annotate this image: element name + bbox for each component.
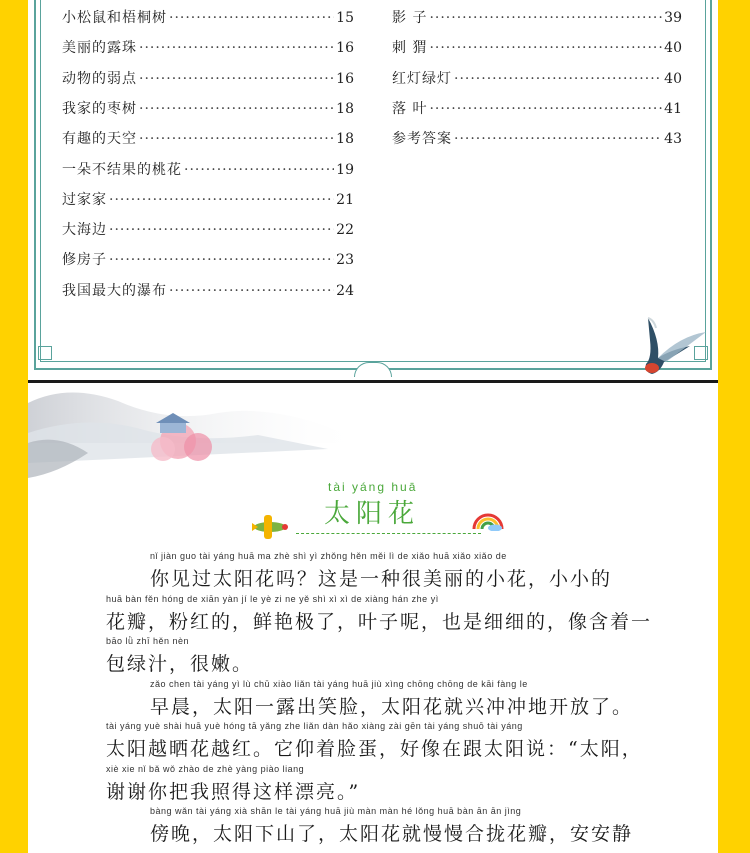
story-line xyxy=(106,679,646,719)
toc-entry xyxy=(392,98,682,120)
story-line-text: 傍晚，太阳下山了，太阳花就慢慢合拢花瓣，安安静 xyxy=(150,823,634,845)
toc-leader-dots xyxy=(109,192,334,208)
toc-entry-title: 刺 猬 xyxy=(392,40,428,57)
toc-leader-dots xyxy=(139,71,334,87)
table-of-contents-page xyxy=(28,0,718,380)
toc-entry-title: 一朵不结果的桃花 xyxy=(62,161,182,178)
story-page xyxy=(28,383,718,853)
toc-entry-page-number: 39 xyxy=(664,10,682,26)
toc-entry-title: 有趣的天空 xyxy=(62,131,137,148)
toc-leader-dots xyxy=(139,101,334,117)
toc-entry xyxy=(62,7,354,29)
frame-knot-ornament xyxy=(354,362,392,377)
toc-entry-title: 修房子 xyxy=(62,252,107,269)
toc-entry-title: 落 叶 xyxy=(392,100,428,117)
toc-entry-title: 大海边 xyxy=(62,222,107,239)
toc-leader-dots xyxy=(139,131,334,147)
toc-entry xyxy=(62,249,354,271)
toc-leader-dots xyxy=(454,71,662,87)
toc-entry-title: 影 子 xyxy=(392,10,428,26)
toc-leader-dots xyxy=(169,10,334,26)
story-line-pinyin: nǐ jiàn guo tài yáng huā ma zhè shì yì zhǒng hěn měi lì de xiǎo huā xiǎo xiǎo de xyxy=(150,551,507,561)
story-line-pinyin: xiè xie nǐ bǎ wǒ zhào de zhè yàng piào liang xyxy=(106,763,305,774)
toc-entry xyxy=(392,68,682,90)
toc-entry xyxy=(62,159,354,181)
toc-leader-dots xyxy=(109,252,334,268)
story-line-pinyin: bāo lǜ zhī hěn nèn xyxy=(106,636,190,646)
toc-entry xyxy=(62,189,354,211)
toc-entry-page-number: 43 xyxy=(664,131,682,148)
toc-entry-page-number: 15 xyxy=(336,10,354,26)
toc-entry-page-number: 19 xyxy=(336,161,354,178)
toc-entry xyxy=(62,280,354,302)
story-line-pinyin: tài yáng yuè shài huā yuè hóng tā yǎng zhe liǎn dàn hǎo xiàng zài gēn tài yáng shuō tài yáng xyxy=(106,721,523,731)
frame-corner-left xyxy=(38,346,52,360)
toc-entry xyxy=(62,128,354,150)
toc-entry xyxy=(62,37,354,59)
toc-entry-page-number: 41 xyxy=(664,100,682,117)
toc-leader-dots xyxy=(429,101,662,117)
story-line-text: 太阳越晒花越红。它仰着脸蛋，好像在跟太阳说：“太阳， xyxy=(106,738,643,760)
airplane-icon xyxy=(248,511,292,541)
toc-entry-title: 参考答案 xyxy=(392,131,452,148)
toc-entry xyxy=(62,219,354,241)
toc-leader-dots xyxy=(429,10,662,26)
toc-entry-page-number: 24 xyxy=(336,282,354,299)
toc-entry-title: 红灯绿灯 xyxy=(392,70,452,87)
story-line xyxy=(106,806,646,846)
story-line-text: 谢谢你把我照得这样漂亮。” xyxy=(106,780,361,803)
toc-leader-dots xyxy=(109,222,334,238)
toc-entry xyxy=(392,37,682,59)
toc-entry-page-number: 22 xyxy=(336,222,354,239)
toc-entry-page-number: 16 xyxy=(336,70,354,87)
story-line-pinyin: zǎo chen tài yáng yì lù chū xiào liǎn tài yáng huā jiù xìng chōng chōng de kāi fàng le xyxy=(150,678,528,689)
swallow-illustration xyxy=(630,310,710,380)
toc-leader-dots xyxy=(429,40,662,56)
toc-entry-title: 动物的弱点 xyxy=(62,70,137,87)
story-line xyxy=(106,551,646,591)
toc-entry xyxy=(392,7,682,29)
toc-entry-title: 美丽的露珠 xyxy=(62,40,137,57)
toc-leader-dots xyxy=(454,131,662,147)
toc-entry-page-number: 18 xyxy=(336,131,354,148)
story-title: 太阳花 xyxy=(324,499,421,529)
toc-entry xyxy=(392,128,682,150)
story-line-pinyin: bàng wǎn tài yáng xià shān le tài yáng huā jiù màn màn hé lǒng huā bàn ān ān jìng xyxy=(150,806,522,816)
toc-entry-title: 我国最大的瀑布 xyxy=(62,282,167,299)
story-line xyxy=(106,764,646,804)
toc-entry-title: 小松鼠和梧桐树 xyxy=(62,10,167,26)
toc-entry-page-number: 40 xyxy=(664,40,682,57)
toc-entry-title: 我家的枣树 xyxy=(62,100,137,117)
toc-entry-page-number: 18 xyxy=(336,100,354,117)
story-line-text: 你见过太阳花吗？这是一种很美丽的小花，小小的 xyxy=(150,568,613,590)
toc-entry xyxy=(62,98,354,120)
story-line-pinyin: huā bàn fěn hóng de xiān yàn jí le yè zi ne yě shì xì xì de xiàng hán zhe yì xyxy=(106,593,439,604)
story-title-pinyin: tài yáng huā xyxy=(328,480,418,494)
title-underline xyxy=(296,533,481,534)
toc-entry xyxy=(62,68,354,90)
landscape-painting-illustration xyxy=(28,383,368,483)
story-line-text: 早晨，太阳一露出笑脸，太阳花就兴冲冲地开放了。 xyxy=(150,695,634,718)
toc-leader-dots xyxy=(169,283,334,299)
toc-entry-page-number: 21 xyxy=(336,191,354,208)
toc-entry-page-number: 16 xyxy=(336,40,354,57)
rainbow-cloud-icon xyxy=(471,511,505,531)
toc-entry-page-number: 23 xyxy=(336,252,354,269)
story-line-text: 花瓣，粉红的，鲜艳极了，叶子呢，也是细细的，像含着一 xyxy=(106,610,653,633)
story-line-text: 包绿汁，很嫩。 xyxy=(106,653,254,675)
toc-entry-page-number: 40 xyxy=(664,70,682,87)
toc-leader-dots xyxy=(139,40,334,56)
toc-entry-title: 过家家 xyxy=(62,191,107,208)
story-line xyxy=(106,636,646,676)
story-line xyxy=(106,593,653,634)
toc-leader-dots xyxy=(184,162,334,178)
story-line xyxy=(106,721,646,761)
